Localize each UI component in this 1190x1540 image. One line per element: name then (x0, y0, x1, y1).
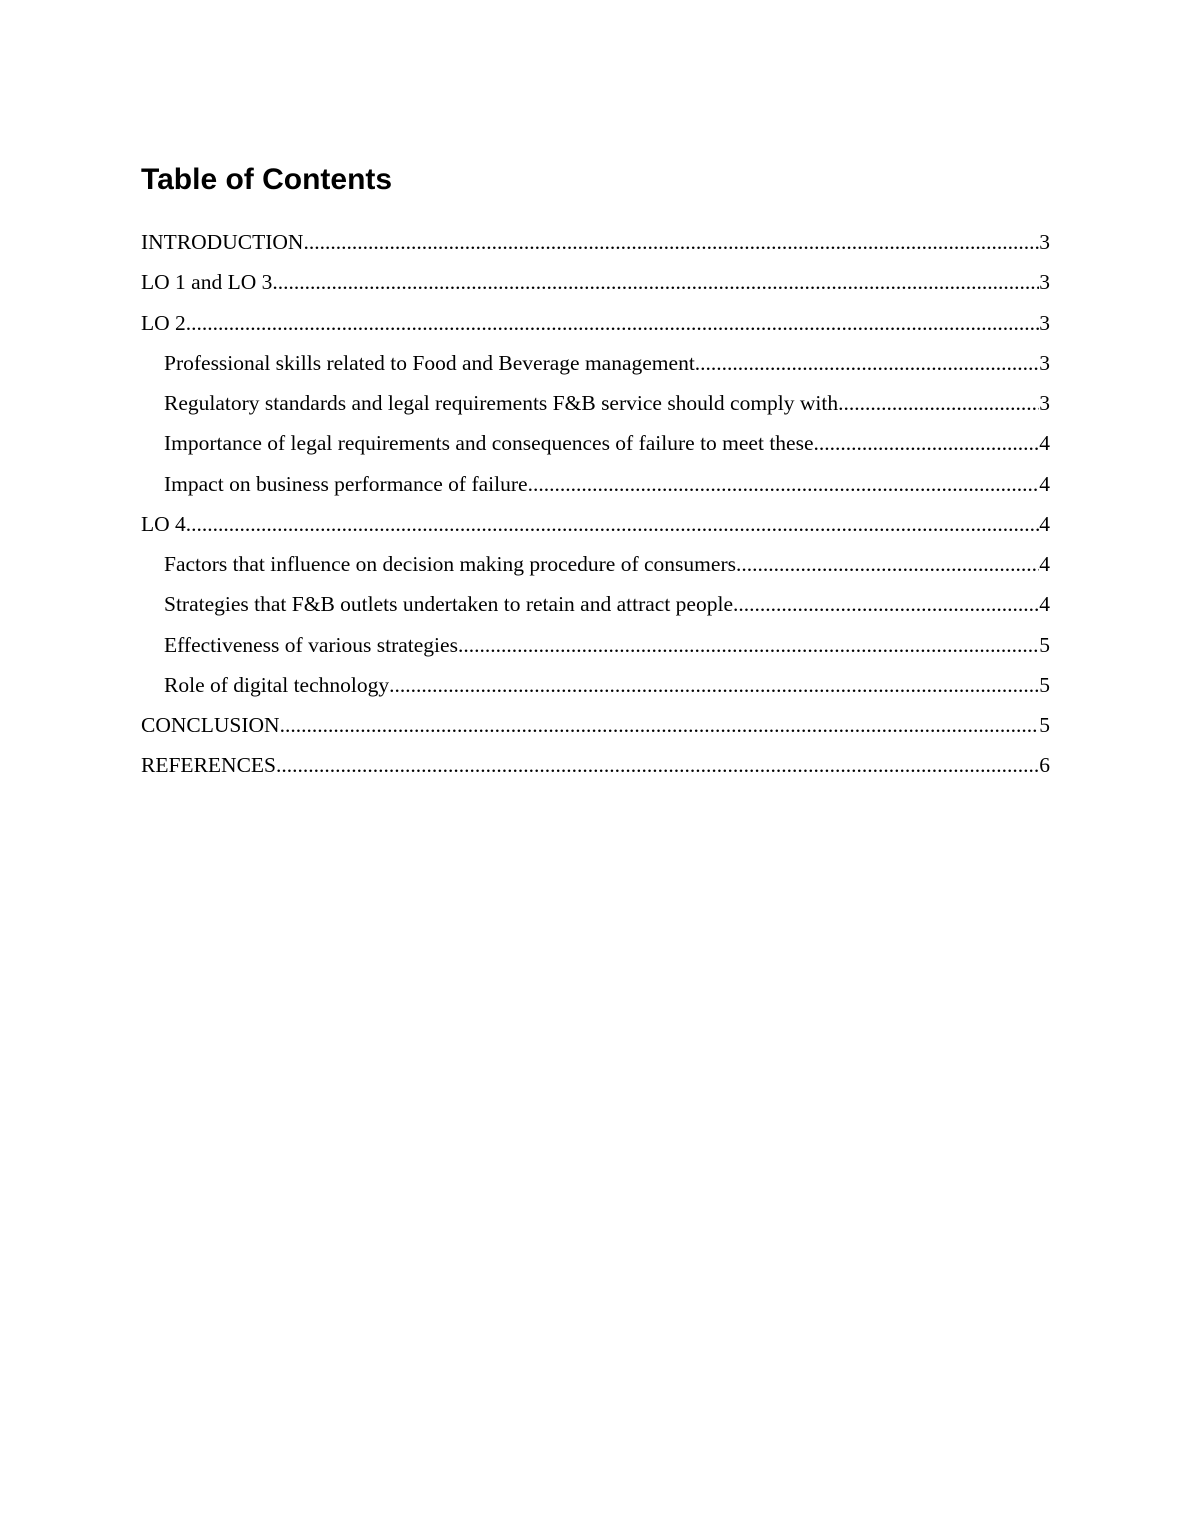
toc-dot-leader (276, 749, 1039, 781)
toc-entry-text: Professional skills related to Food and Beverage management (164, 350, 695, 375)
toc-dot-leader (272, 266, 1039, 298)
toc-dot-leader (733, 588, 1039, 620)
toc-entry-effectiveness[interactable] (141, 629, 1050, 669)
toc-entry-introduction[interactable] (141, 226, 1050, 266)
toc-entry-text: Regulatory standards and legal requirements F&B service should comply with (164, 391, 839, 415)
toc-dot-leader (186, 307, 1039, 339)
toc-dot-leader (814, 427, 1040, 459)
toc-page-number: 6 (1039, 753, 1050, 778)
toc-entry-text: Importance of legal requirements and consequences of failure to meet these (164, 431, 814, 456)
toc-entry-text: REFERENCES (141, 753, 276, 778)
toc-entry-text: INTRODUCTION (141, 230, 304, 254)
toc-dot-leader (695, 347, 1039, 379)
toc-entry-text: LO 2 (141, 310, 186, 335)
toc-dot-leader (186, 508, 1039, 540)
toc-entry-conclusion[interactable] (141, 709, 1050, 749)
toc-dot-leader (736, 548, 1039, 580)
toc-entry-factors-influence[interactable] (141, 548, 1050, 588)
toc-title: Table of Contents (141, 163, 393, 196)
toc-page-number: 3 (1039, 310, 1050, 335)
toc-entry-professional-skills[interactable] (141, 347, 1050, 387)
toc-entry-text: Effectiveness of various strategies (164, 632, 458, 657)
toc-page-number: 3 (1039, 391, 1050, 415)
toc-dot-leader (458, 629, 1039, 661)
toc-list (141, 226, 1050, 790)
toc-entry-text: CONCLUSION (141, 713, 280, 737)
toc-entry-text: LO 1 and LO 3 (141, 270, 273, 295)
toc-entry-references[interactable] (141, 749, 1050, 789)
toc-dot-leader (303, 226, 1039, 258)
toc-dot-leader (528, 468, 1040, 500)
toc-entry-digital-technology[interactable] (141, 669, 1050, 709)
toc-entry-lo1-lo3[interactable] (141, 266, 1050, 306)
toc-entry-text: Factors that influence on decision making procedure of consumers (164, 552, 736, 576)
toc-entry-text: Impact on business performance of failure (164, 471, 528, 496)
toc-entry-strategies-retain[interactable] (141, 588, 1050, 628)
toc-page-number: 4 (1039, 431, 1050, 456)
toc-page-number: 5 (1039, 672, 1050, 697)
toc-entry-text: Strategies that F&B outlets undertaken to retain and attract people (164, 592, 733, 617)
toc-page-number: 3 (1039, 270, 1050, 295)
toc-page-number: 5 (1039, 713, 1050, 737)
toc-page-number: 4 (1039, 511, 1050, 536)
toc-dot-leader (389, 669, 1039, 701)
toc-dot-leader (280, 709, 1040, 741)
toc-page-number: 4 (1039, 592, 1050, 617)
toc-dot-leader (838, 387, 1039, 419)
toc-entry-importance-legal[interactable] (141, 427, 1050, 467)
toc-page-number: 5 (1039, 632, 1050, 657)
toc-page-number: 3 (1039, 350, 1050, 375)
toc-page-number: 3 (1039, 230, 1050, 254)
toc-entry-lo2[interactable] (141, 307, 1050, 347)
toc-entry-regulatory-standards[interactable] (141, 387, 1050, 427)
toc-entry-text: Role of digital technology (164, 672, 390, 697)
toc-page-number: 4 (1039, 471, 1050, 496)
toc-entry-text: LO 4 (141, 511, 186, 536)
toc-page-number: 4 (1039, 552, 1050, 576)
toc-entry-lo4[interactable] (141, 508, 1050, 548)
toc-entry-impact-business[interactable] (141, 468, 1050, 508)
